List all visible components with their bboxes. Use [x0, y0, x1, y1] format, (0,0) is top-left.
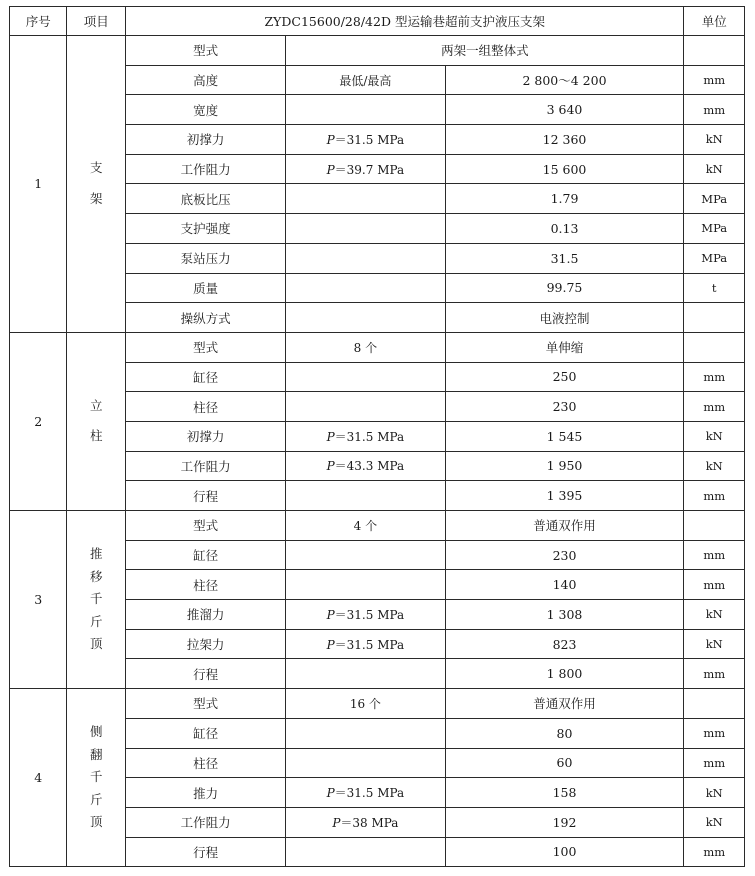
value-cell: 1.79: [445, 184, 684, 214]
condition-cell: [286, 243, 445, 273]
condition-cell: [286, 214, 445, 244]
value-cell: 99.75: [445, 273, 684, 303]
condition-cell: [286, 273, 445, 303]
table-row: [10, 689, 745, 719]
value-cell: 80: [445, 718, 684, 748]
condition-cell: P＝31.5 MPa: [286, 778, 445, 808]
header-seq: 序号: [10, 7, 67, 36]
value-cell: 250: [445, 362, 684, 392]
unit-cell: [684, 689, 745, 719]
value-cell: 192: [445, 807, 684, 837]
condition-cell: [286, 748, 445, 778]
param-cell: 型式: [125, 36, 285, 66]
param-cell: 行程: [125, 659, 285, 689]
table-row: [10, 36, 745, 66]
header-unit: 单位: [684, 7, 745, 36]
condition-cell: 16 个: [286, 689, 445, 719]
value-cell: 3 640: [445, 95, 684, 125]
param-cell: 柱径: [125, 570, 285, 600]
group-name-char: 千: [89, 769, 103, 785]
param-cell: 型式: [125, 511, 285, 541]
group-name: [67, 332, 125, 510]
value-cell: 1 800: [445, 659, 684, 689]
unit-cell: kN: [684, 125, 745, 155]
condition-cell: [286, 184, 445, 214]
unit-cell: mm: [684, 837, 745, 867]
unit-cell: mm: [684, 362, 745, 392]
unit-cell: mm: [684, 65, 745, 95]
unit-cell: mm: [684, 718, 745, 748]
header-title: ZYDC15600/28/42D 型运输巷超前支护液压支架: [125, 7, 684, 36]
condition-cell: [286, 718, 445, 748]
param-cell: 工作阻力: [125, 451, 285, 481]
value-cell: 140: [445, 570, 684, 600]
group-name: [67, 689, 125, 867]
group-name-char: 支: [89, 160, 103, 176]
value-cell: 12 360: [445, 125, 684, 155]
spec-table: [9, 6, 745, 867]
param-cell: 高度: [125, 65, 285, 95]
group-name-char: 顶: [89, 636, 103, 652]
condition-cell: [286, 837, 445, 867]
param-cell: 初撑力: [125, 125, 285, 155]
condition-cell: P＝38 MPa: [286, 807, 445, 837]
unit-cell: mm: [684, 570, 745, 600]
value-cell: 0.13: [445, 214, 684, 244]
group-name-char: 侧: [89, 724, 103, 740]
condition-cell: P＝31.5 MPa: [286, 125, 445, 155]
header-row: [10, 7, 745, 36]
param-cell: 工作阻力: [125, 154, 285, 184]
unit-cell: MPa: [684, 243, 745, 273]
group-name-char: 翻: [89, 746, 103, 762]
group-seq: 1: [10, 36, 67, 333]
group-name-char: 斤: [89, 791, 103, 807]
value-cell: 60: [445, 748, 684, 778]
table-row: [10, 332, 745, 362]
value-cell: 158: [445, 778, 684, 808]
condition-cell: [286, 540, 445, 570]
value-cell: 2 800～4 200: [445, 65, 684, 95]
param-cell: 型式: [125, 689, 285, 719]
table-row: [10, 511, 745, 541]
header-item: 项目: [67, 7, 125, 36]
condition-cell: P＝31.5 MPa: [286, 600, 445, 630]
param-cell: 型式: [125, 332, 285, 362]
condition-cell: 8 个: [286, 332, 445, 362]
unit-cell: mm: [684, 659, 745, 689]
condition-cell: P＝31.5 MPa: [286, 421, 445, 451]
value-cell: 普通双作用: [445, 689, 684, 719]
group-seq: 4: [10, 689, 67, 867]
unit-cell: MPa: [684, 214, 745, 244]
group-name-char: 推: [89, 546, 103, 562]
condition-cell: [286, 362, 445, 392]
param-cell: 工作阻力: [125, 807, 285, 837]
unit-cell: kN: [684, 451, 745, 481]
condition-cell: 最低/最高: [286, 65, 445, 95]
param-cell: 操纵方式: [125, 303, 285, 333]
condition-cell: [286, 570, 445, 600]
value-cell: 1 950: [445, 451, 684, 481]
condition-cell: [286, 659, 445, 689]
group-name-char: 架: [89, 190, 103, 206]
value-cell: 普通双作用: [445, 511, 684, 541]
value-cell: 15 600: [445, 154, 684, 184]
param-cell: 初撑力: [125, 421, 285, 451]
group-name-char: 柱: [89, 428, 103, 444]
unit-cell: mm: [684, 392, 745, 422]
value-cell: 1 308: [445, 600, 684, 630]
param-cell: 质量: [125, 273, 285, 303]
value-cell: 1 545: [445, 421, 684, 451]
unit-cell: [684, 36, 745, 66]
param-cell: 行程: [125, 837, 285, 867]
condition-cell: [286, 392, 445, 422]
param-cell: 泵站压力: [125, 243, 285, 273]
param-cell: 推力: [125, 778, 285, 808]
unit-cell: kN: [684, 600, 745, 630]
group-name-char: 斤: [89, 613, 103, 629]
condition-cell: P＝39.7 MPa: [286, 154, 445, 184]
group-name: [67, 511, 125, 689]
param-cell: 缸径: [125, 718, 285, 748]
param-cell: 推溜力: [125, 600, 285, 630]
unit-cell: mm: [684, 748, 745, 778]
condition-cell: P＝31.5 MPa: [286, 629, 445, 659]
condition-cell: [286, 95, 445, 125]
param-cell: 宽度: [125, 95, 285, 125]
unit-cell: t: [684, 273, 745, 303]
group-name-char: 顶: [89, 814, 103, 830]
value-cell: 230: [445, 392, 684, 422]
unit-cell: kN: [684, 629, 745, 659]
unit-cell: mm: [684, 481, 745, 511]
param-cell: 缸径: [125, 540, 285, 570]
value-cell: 单伸缩: [445, 332, 684, 362]
value-cell: 230: [445, 540, 684, 570]
group-seq: 2: [10, 332, 67, 510]
condition-cell: 4 个: [286, 511, 445, 541]
group-seq: 3: [10, 511, 67, 689]
unit-cell: [684, 303, 745, 333]
unit-cell: [684, 511, 745, 541]
unit-cell: MPa: [684, 184, 745, 214]
condition-cell: [286, 481, 445, 511]
group-name-char: 移: [89, 568, 103, 584]
unit-cell: [684, 332, 745, 362]
param-cell: 拉架力: [125, 629, 285, 659]
unit-cell: kN: [684, 807, 745, 837]
value-cell: 电液控制: [445, 303, 684, 333]
value-cell: 100: [445, 837, 684, 867]
param-cell: 柱径: [125, 748, 285, 778]
unit-cell: mm: [684, 95, 745, 125]
param-cell: 柱径: [125, 392, 285, 422]
value-cell: 823: [445, 629, 684, 659]
param-cell: 缸径: [125, 362, 285, 392]
param-cell: 支护强度: [125, 214, 285, 244]
group-name-char: 立: [89, 397, 103, 413]
group-name: [67, 36, 125, 333]
param-cell: 底板比压: [125, 184, 285, 214]
unit-cell: kN: [684, 778, 745, 808]
unit-cell: kN: [684, 421, 745, 451]
value-cell: 31.5: [445, 243, 684, 273]
value-cell: 两架一组整体式: [286, 36, 684, 66]
unit-cell: mm: [684, 540, 745, 570]
param-cell: 行程: [125, 481, 285, 511]
group-name-char: 千: [89, 591, 103, 607]
condition-cell: P＝43.3 MPa: [286, 451, 445, 481]
unit-cell: kN: [684, 154, 745, 184]
value-cell: 1 395: [445, 481, 684, 511]
condition-cell: [286, 303, 445, 333]
